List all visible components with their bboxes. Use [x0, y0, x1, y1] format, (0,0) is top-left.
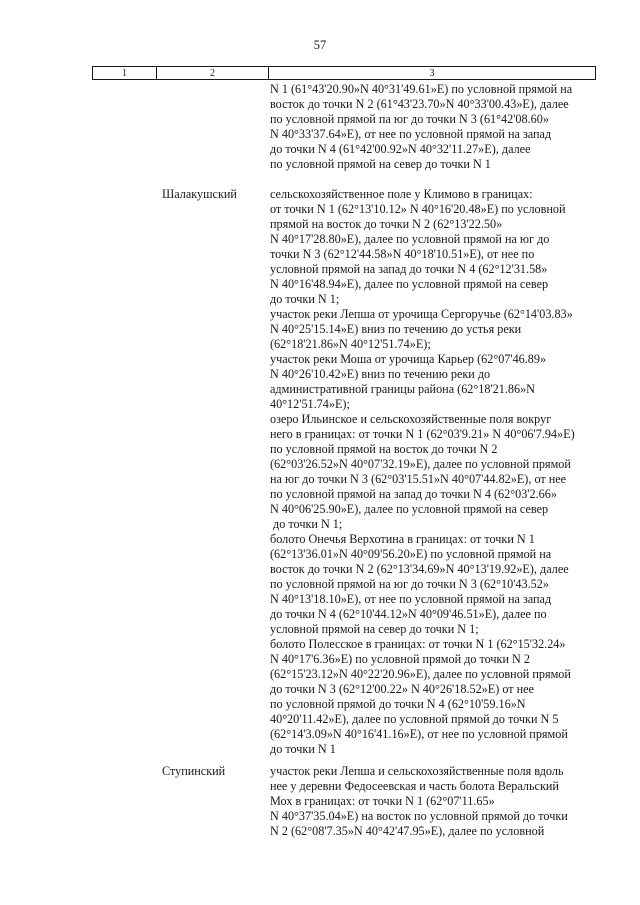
- page-number: 57: [313, 38, 327, 52]
- description-line: N 40°26'10.42»E) вниз по течению реки до: [270, 367, 491, 381]
- description-line: по условной прямой на восток до точки N 2: [270, 442, 498, 456]
- description-line: до точки N 1;: [270, 292, 340, 306]
- description-line: него в границах: от точки N 1 (62°03'9.21» N 40°06'7.94»E): [270, 427, 575, 441]
- description-line: до точки N 4 (62°10'44.12»N 40°09'46.51»E), далее по: [270, 607, 547, 621]
- description-line: N 40°13'18.10»E), от нее по условной прямой на запад: [270, 592, 552, 606]
- description-line: N 40°17'28.80»E), далее по условной прямой на юг до: [270, 232, 550, 246]
- description-line: (62°18'21.86»N 40°12'51.74»E);: [270, 337, 431, 351]
- description-line: озеро Ильинское и сельскохозяйственные поля вокруг: [270, 412, 552, 426]
- description-line: (62°14'3.09»N 40°16'41.16»E), от нее по условной прямой: [270, 727, 568, 741]
- description-line: точки N 3 (62°12'44.58»N 40°18'10.51»E), от нее по: [270, 247, 535, 261]
- description-line: участок реки Лепша и сельскохозяйственные поля вдоль: [270, 764, 564, 778]
- description-line: N 40°33'37.64»E), от нее по условной прямой на запад: [270, 127, 552, 141]
- description-line: до точки N 4 (61°42'00.92»N 40°32'11.27»E), далее: [270, 142, 531, 156]
- table-header-col-1: 1: [93, 67, 157, 79]
- description-line: 40°20'11.42»E), далее по условной прямой до точки N 5: [270, 712, 559, 726]
- description-line: сельскохозяйственное поле у Климово в границах:: [270, 187, 533, 201]
- description-line: N 40°25'15.14»E) вниз по течению до устья реки: [270, 322, 522, 336]
- description-line: до точки N 1: [270, 742, 336, 756]
- description-line: до точки N 3 (62°12'00.22» N 40°26'18.52»E) от нее: [270, 682, 534, 696]
- description-line: на юг до точки N 3 (62°03'15.51»N 40°07'44.82»E), от нее: [270, 472, 567, 486]
- description-line: (62°03'26.52»N 40°07'32.19»E), далее по условной прямой: [270, 457, 571, 471]
- description-line: (62°15'23.12»N 40°22'20.96»E), далее по условной прямой: [270, 667, 571, 681]
- description-line: N 40°17'6.36»E) по условной прямой до точки N 2: [270, 652, 530, 666]
- description-line: условной прямой на запад до точки N 4 (62°12'31.58»: [270, 262, 548, 276]
- description-line: восток до точки N 2 (62°13'34.69»N 40°13'19.92»E), далее: [270, 562, 569, 576]
- description-line: участок реки Лепша от урочища Сергоручье (62°14'03.83»: [270, 307, 573, 321]
- description-line: по условной прямой на юг до точки N 3 (62°10'43.52»: [270, 577, 549, 591]
- description-line: N 40°06'25.90»E), далее по условной прямой на север: [270, 502, 549, 516]
- table-header-row: [92, 66, 596, 80]
- description-line: N 40°16'48.94»E), далее по условной прямой на север: [270, 277, 549, 291]
- description-line: болото Полесское в границах: от точки N 1 (62°15'32.24»: [270, 637, 566, 651]
- description-line: по условной прямой на запад до точки N 4 (62°03'2.66»: [270, 487, 557, 501]
- table-header-col-3: 3: [429, 67, 435, 79]
- description-line: нее у деревни Федосеевская и часть болота Веральский: [270, 779, 559, 793]
- description-line: условной прямой на север до точки N 1;: [270, 622, 479, 636]
- description-line: по условной прямой па юг до точки N 3 (61°42'08.60»: [270, 112, 549, 126]
- description-line: от точки N 1 (62°13'10.12» N 40°16'20.48»E) по условной: [270, 202, 566, 216]
- description-line: по условной прямой на север до точки N 1: [270, 157, 491, 171]
- table-header-col-2: 2: [157, 67, 269, 79]
- district-name: Шалакушский: [162, 187, 237, 201]
- description-line: Мох в границах: от точки N 1 (62°07'11.65»: [270, 794, 495, 808]
- description-line: прямой на восток до точки N 2 (62°13'22.50»: [270, 217, 503, 231]
- description-line: N 2 (62°08'7.35»N 40°42'47.95»E), далее по условной: [270, 824, 545, 838]
- description-line: болото Онечья Верхотина в границах: от точки N 1: [270, 532, 535, 546]
- description-line: до точки N 1;: [270, 517, 343, 531]
- description-line: 40°12'51.74»E);: [270, 397, 350, 411]
- description-line: (62°13'36.01»N 40°09'56.20»E) по условной прямой на: [270, 547, 552, 561]
- description-line: N 1 (61°43'20.90»N 40°31'49.61»E) по условной прямой на: [270, 82, 573, 96]
- district-name: Ступинский: [162, 764, 226, 778]
- description-line: по условной прямой до точки N 4 (62°10'59.16»N: [270, 697, 526, 711]
- description-line: восток до точки N 2 (61°43'23.70»N 40°33'00.43»E), далее: [270, 97, 569, 111]
- description-line: N 40°37'35.04»E) на восток по условной прямой до точки: [270, 809, 568, 823]
- description-line: участок реки Моша от урочища Карьер (62°07'46.89»: [270, 352, 547, 366]
- description-line: административной границы района (62°18'21.86»N: [270, 382, 535, 396]
